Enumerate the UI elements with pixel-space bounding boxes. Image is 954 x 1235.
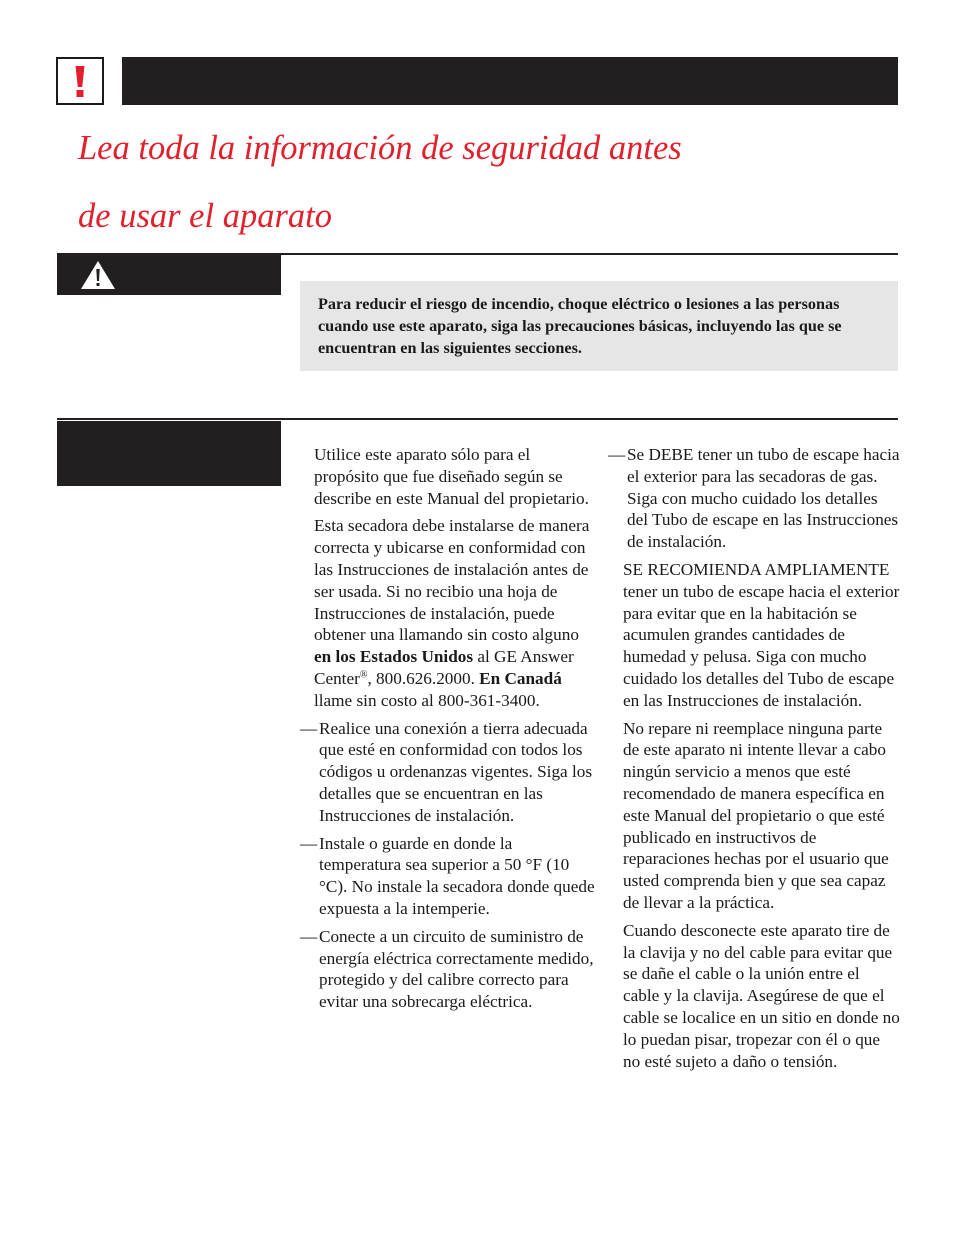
paragraph-installation: Esta secadora debe instalarse de manera correcta y ubicarse en conformidad con las Instrucciones de instalación antes de ser usada. Si no recibio una hoja de Instrucciones de instalación, puede obtener una llamando sin costo alguno en los Estados Unidos al GE Answer Center®, 800.626.2000. En Canadá llame sin costo al 800-361-3400. [314,516,590,710]
exclamation-icon-box [56,57,104,105]
section-rule [57,418,898,420]
list-item-exhaust: — Se DEBE tener un tubo de escape hacia el exterior para las secadoras de gas. Siga con mucho cuidado los detalles del Tubo de escape en las Instrucciones de instalación. [608,445,900,552]
paragraph-disconnect: Cuando desconecte este aparato tire de la clavija y no del cable para evitar que se dañe el cable o la unión entre el cable y la clavija. Asegúrese de que el cable se localice en un sitio en donde no lo puedan pisar, tropezar con él o que no esté sujeto a daño o tensión. [623,920,900,1071]
paragraph-repair: No repare ni reemplace ninguna parte de este aparato ni intente llevar a cabo ningún servicio a menos que esté recomendado de manera específica en este Manual del propietario o que esté publicado en instructivos de reparaciones hechas por el usuario que usted comprenda bien y que sea capaz de llevar a la práctica. [623,718,889,912]
column-2 [608,444,900,1078]
page-title [78,114,898,250]
paragraph-purpose: Utilice este aparato sólo para el propósito que fue diseñado según se describe en este Manual del propietario. [314,445,589,508]
dash-mark: — [300,718,318,738]
dash-mark: — [300,833,318,853]
header-bar [122,57,898,105]
list-item-circuit: — Conecte a un circuito de suministro de energía eléctrica correctamente medido, protegido y del calibre correcto para evitar una sobrecarga eléctrica. [300,926,594,1012]
dash-mark: — [300,926,318,946]
list-item-grounding: — Realice una conexión a tierra adecuada que esté en conformidad con todos los códigos u ordenanzas vigentes. Siga los detalles que se encuentran en las Instrucciones de instalación. [300,718,593,825]
warning-label-block [57,255,281,295]
page-title-line-1: Lea toda la información de seguridad antes [78,129,682,167]
list-item-temperature: — Instale o guarde en donde la temperatura sea superior a 50 °F (10 °C). No instale la secadora donde quede expuesta a la intemperie. [300,833,595,918]
paragraph-exhaust-recommendation: SE RECOMIENDA AMPLIAMENTE tener un tubo de escape hacia el exterior para evitar que en la habitación se acumulen grandes cantidades de humedad y pelusa. Siga con mucho cuidado los detalles del Tubo de escape en las Instrucciones de instalación. [623,559,900,710]
warning-text: Para reducir el riesgo de incendio, choque eléctrico o lesiones a las personas cuando use este aparato, siga las precauciones básicas, incluyendo las que se encuentran en las siguientes secciones. [318,295,842,358]
dash-mark: — [608,445,626,464]
warning-triangle-icon [78,259,118,291]
exclamation-icon [58,59,102,103]
page-title-line-2: de usar el aparato [78,197,332,235]
warning-box [300,281,898,371]
section-label-block [57,421,281,486]
column-1 [300,444,595,1019]
